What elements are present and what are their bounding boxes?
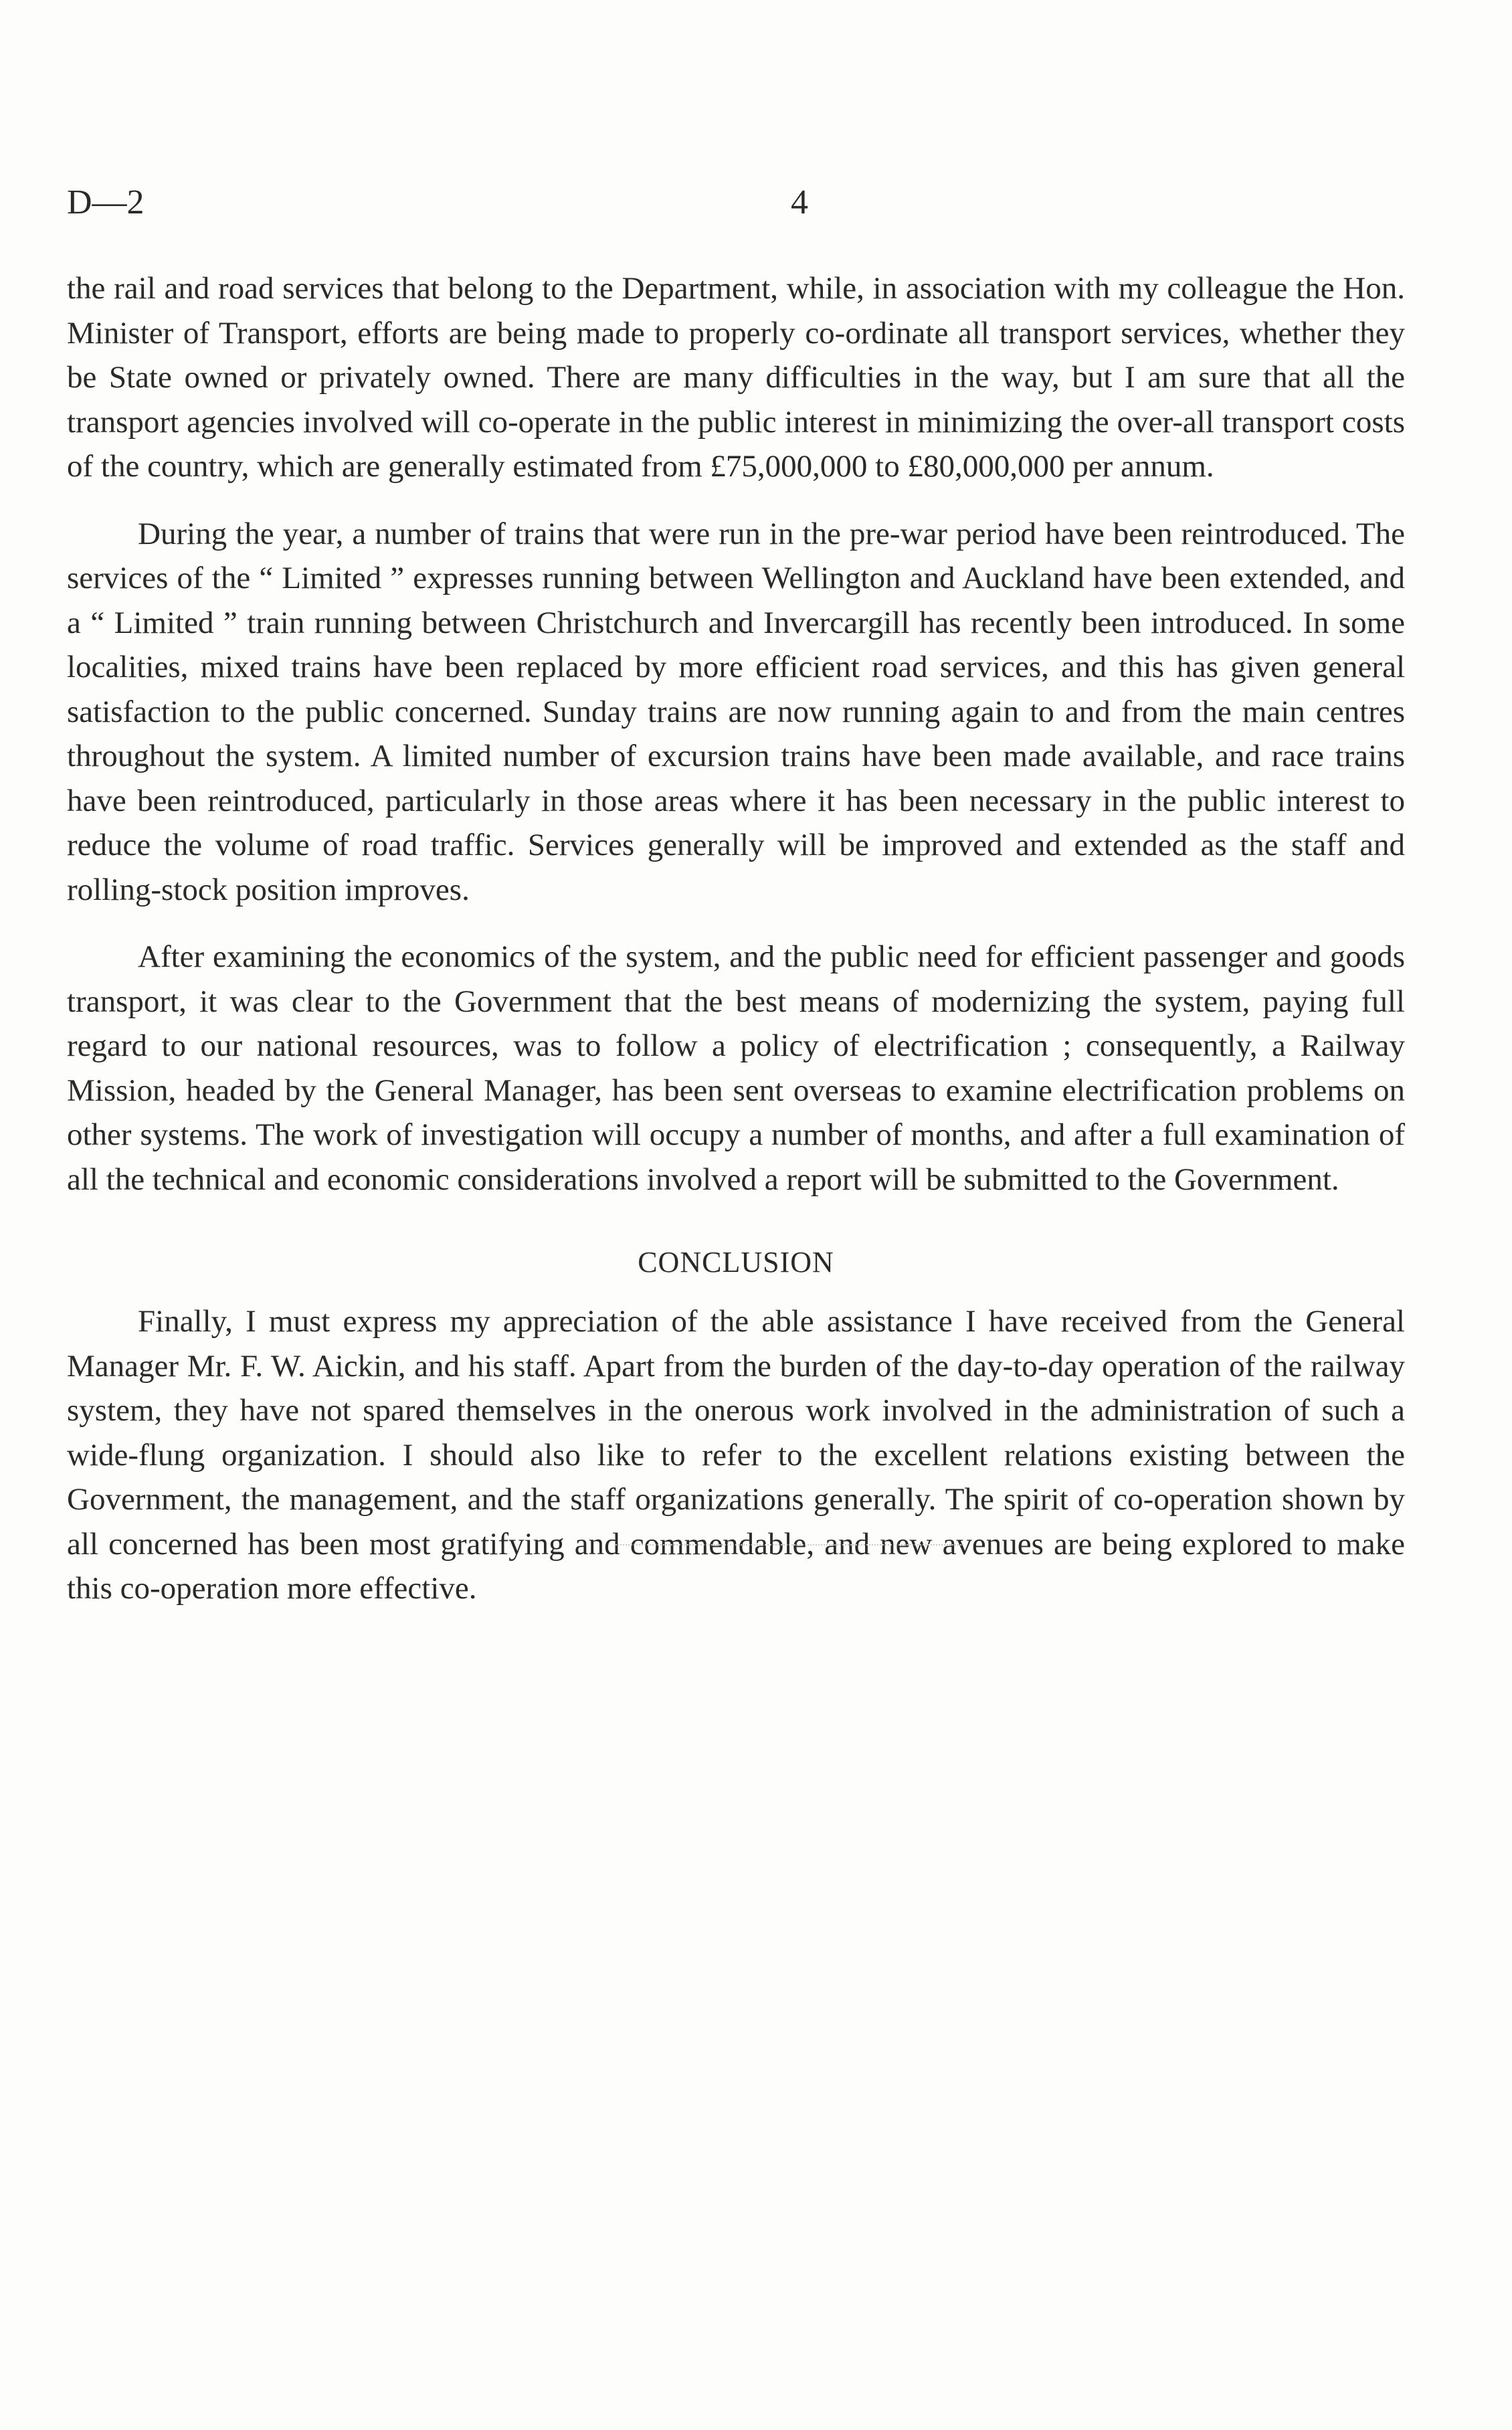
page-header [67,179,1412,226]
scan-specks-divider [616,1544,963,1550]
paragraph-transport-coordination: the rail and road services that belong to the Department, while, in association with my colleague the Hon. Minister of Transport, efforts are being made to properly co-ordinate all transport services, whether they be State owned or privately owned. There are many difficulties in the way, but I am sure that all the transport agencies involved will co-operate in the public interest in minimizing the over-all transport costs of the country, which are generally estimated from £75,000,000 to £80,000,000 per annum. [67,271,1405,484]
section-heading-conclusion: CONCLUSION [638,1246,834,1279]
paragraph-train-services: During the year, a number of trains that were run in the pre-war period have been reintroduced. The services of the “ Limited ” expresses running between Wellington and Auckland have been extended, and a “ Limited ” train running between Christchurch and Invercargill has recently been introduced. In some localities, mixed trains have been replaced by more efficient road services, and this has given general satisfaction to the public concerned. Sunday trains are now running again to and from the main centres throughout the system. A limited number of excursion trains have been made available, and race trains have been reintroduced, particularly in those areas where it has been necessary in the public interest to reduce the volume of road traffic. Services generally will be improved and extended as the staff and rolling-stock position improves. [67,516,1405,907]
body-text [67,266,1405,1634]
paragraph-electrification: After examining the economics of the system, and the public need for efficient passenger and goods transport, it was clear to the Government that the best means of modernizing the system, paying full regard to our national resources, was to follow a policy of electrification ; consequently, a Railway Mission, headed by the General Manager, has been sent overseas to examine electrification problems on other systems. The work of investigation will occupy a number of months, and after a full examination of all the technical and economic considerations involved a report will be submitted to the Government. [67,939,1405,1197]
page-number: 4 [791,183,808,221]
document-reference: D—2 [67,183,145,221]
paragraph-conclusion: Finally, I must express my appreciation of the able assistance I have received from the General Manager Mr. F. W. Aickin, and his staff. Apart from the burden of the day-to-day operation of the railway system, they have not spared themselves in the onerous work involved in the administration of such a wide-flung organization. I should also like to refer to the excellent relations existing between the Government, the management, and the staff organizations generally. The spirit of co-operation shown by all concerned has been most gratifying and commendable, and new avenues are being explored to make this co-operation more effective. [67,1304,1405,1606]
